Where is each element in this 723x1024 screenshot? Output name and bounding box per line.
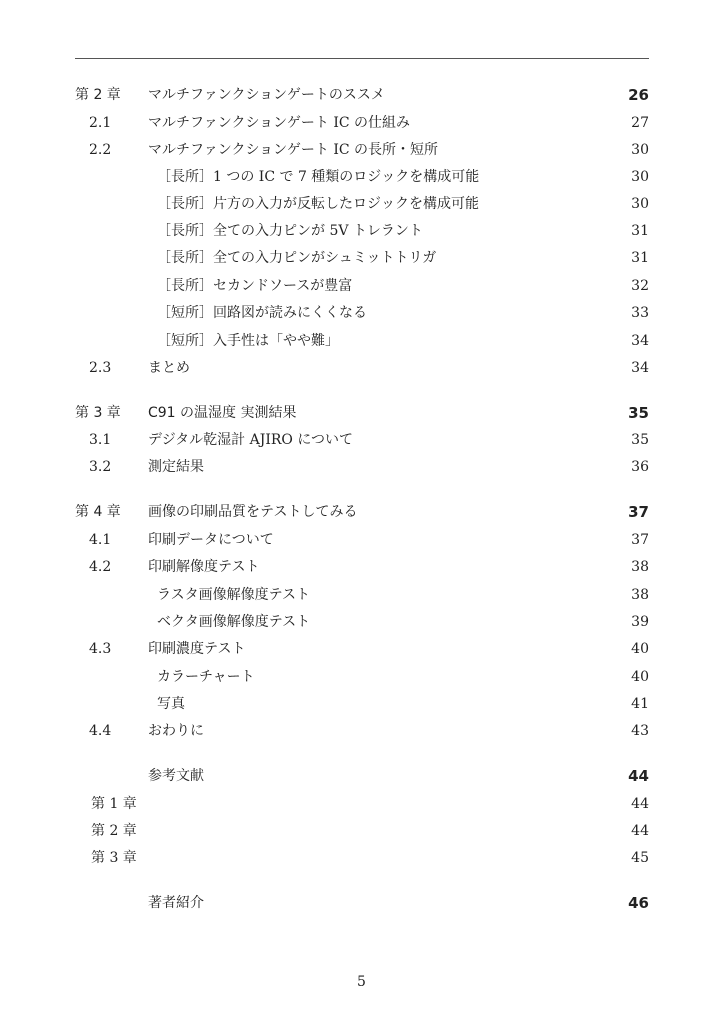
entry-page: 39 (631, 614, 649, 630)
entry-page: 43 (631, 723, 649, 739)
dot-leader (143, 820, 623, 842)
toc-entry-sub[interactable] (75, 193, 649, 215)
dot-leader (251, 638, 623, 660)
dot-leader (373, 302, 623, 324)
toc-entry-sec[interactable] (75, 429, 649, 451)
entry-title: 第 2 章 (91, 823, 137, 839)
toc-entry-ref[interactable] (75, 820, 649, 842)
toc-entry-sub[interactable] (75, 330, 649, 352)
entry-title: デジタル乾湿計 AJIRO について (148, 432, 354, 448)
entry-title: 第 1 章 (91, 796, 137, 812)
dot-leader (485, 166, 623, 188)
entry-title: 印刷濃度テスト (148, 641, 246, 657)
entry-page: 40 (631, 669, 649, 685)
toc-entry-chap[interactable] (75, 402, 649, 424)
dot-leader (416, 112, 623, 134)
entry-number: 第 4 章 (75, 504, 121, 520)
dot-leader (359, 429, 623, 451)
entry-title: 印刷解像度テスト (148, 559, 260, 575)
dot-leader (345, 330, 623, 352)
entry-number: 4.3 (89, 641, 112, 657)
dot-leader (191, 693, 623, 715)
toc-entry-chap[interactable] (75, 84, 649, 106)
dot-leader (358, 275, 623, 297)
entry-page: 44 (631, 796, 649, 812)
toc-entry-sec[interactable] (75, 556, 649, 578)
entry-page: 30 (631, 142, 649, 158)
entry-title: 測定結果 (148, 459, 204, 475)
entry-page: 30 (631, 169, 649, 185)
entry-title: ［長所］セカンドソースが豊富 (157, 278, 353, 294)
toc-entry-sub[interactable] (75, 611, 649, 633)
entry-page: 32 (631, 278, 649, 294)
entry-number: 第 2 章 (75, 87, 121, 103)
entry-title: マルチファンクションゲート IC の長所・短所 (148, 142, 439, 158)
toc-entry-sub[interactable] (75, 220, 649, 242)
toc-entry-sub[interactable] (75, 302, 649, 324)
entry-page: 45 (631, 850, 649, 866)
entry-page: 30 (631, 196, 649, 212)
entry-number: 2.1 (89, 115, 112, 131)
entry-number: 3.2 (89, 459, 112, 475)
toc-entry-chap[interactable] (75, 501, 649, 523)
toc-entry-sec[interactable] (75, 720, 649, 742)
dot-leader (265, 556, 623, 578)
dot-leader (210, 456, 623, 478)
entry-number: 3.1 (89, 432, 112, 448)
entry-page: 36 (631, 459, 649, 475)
entry-page: 31 (631, 250, 649, 266)
entry-page: 35 (628, 404, 649, 422)
entry-title: ［長所］全ての入力ピンがシュミットトリガ (157, 250, 437, 266)
page-number: 5 (357, 974, 366, 990)
toc-entry-sub[interactable] (75, 584, 649, 606)
entry-page: 37 (631, 532, 649, 548)
dot-leader (316, 611, 623, 633)
entry-page: 44 (628, 767, 649, 785)
entry-title: まとめ (148, 360, 190, 376)
toc-entry-sec[interactable] (75, 139, 649, 161)
entry-page: 27 (631, 115, 649, 131)
dot-leader (442, 247, 623, 269)
toc-entry-sec[interactable] (75, 529, 649, 551)
dot-leader (196, 357, 623, 379)
entry-title: カラーチャート (157, 669, 255, 685)
entry-page: 33 (631, 305, 649, 321)
toc-entry-sub[interactable] (75, 247, 649, 269)
entry-page: 46 (628, 894, 649, 912)
entry-page: 38 (631, 587, 649, 603)
dot-leader (143, 847, 623, 869)
entry-number: 第 3 章 (75, 405, 121, 421)
entry-title: 著者紹介 (148, 895, 204, 911)
entry-title: マルチファンクションゲート IC の仕組み (148, 115, 411, 131)
entry-title: 参考文献 (148, 768, 204, 784)
entry-page: 31 (631, 223, 649, 239)
toc-entry-sub[interactable] (75, 275, 649, 297)
header-rule (75, 58, 649, 59)
toc-entry-ref[interactable] (75, 847, 649, 869)
entry-page: 44 (631, 823, 649, 839)
dot-leader (210, 720, 623, 742)
entry-title: ［長所］全ての入力ピンが 5V トレラント (157, 223, 423, 239)
entry-title: 印刷データについて (148, 532, 274, 548)
entry-page: 40 (631, 641, 649, 657)
toc-entry-sec[interactable] (75, 357, 649, 379)
dot-leader (261, 666, 623, 688)
dot-leader (485, 193, 623, 215)
entry-title: マルチファンクションゲートのススメ (148, 87, 385, 103)
toc-entry-sub[interactable] (75, 666, 649, 688)
entry-page: 34 (631, 333, 649, 349)
toc-entry-sec[interactable] (75, 456, 649, 478)
entry-title: ［長所］片方の入力が反転したロジックを構成可能 (157, 196, 479, 212)
toc-entry-chap[interactable] (75, 765, 649, 787)
entry-title: 第 3 章 (91, 850, 137, 866)
entry-title: ベクタ画像解像度テスト (157, 614, 311, 630)
entry-page: 34 (631, 360, 649, 376)
dot-leader (143, 793, 623, 815)
entry-title: 画像の印刷品質をテストしてみる (148, 504, 358, 520)
entry-number: 4.2 (89, 559, 112, 575)
dot-leader (316, 584, 623, 606)
toc-entry-chap[interactable] (75, 892, 649, 914)
dot-leader (280, 529, 623, 551)
entry-title: ［短所］回路図が読みにくくなる (157, 305, 367, 321)
entry-page: 41 (631, 696, 649, 712)
entry-number: 2.2 (89, 142, 112, 158)
toc-entry-sub[interactable] (75, 693, 649, 715)
entry-title: C91 の温湿度 実測結果 (148, 405, 297, 421)
entry-page: 37 (628, 503, 649, 521)
toc-entry-sub[interactable] (75, 166, 649, 188)
entry-number: 4.1 (89, 532, 112, 548)
entry-page: 26 (628, 86, 649, 104)
entry-title: ［短所］入手性は「やや難」 (157, 333, 339, 349)
entry-title: ［長所］1 つの IC で 7 種類のロジックを構成可能 (157, 169, 480, 185)
entry-page: 35 (631, 432, 649, 448)
entry-number: 4.4 (89, 723, 112, 739)
toc-entry-sec[interactable] (75, 112, 649, 134)
entry-title: 写真 (157, 696, 185, 712)
entry-title: おわりに (148, 723, 204, 739)
toc-entry-ref[interactable] (75, 793, 649, 815)
dot-leader (429, 220, 623, 242)
dot-leader (444, 139, 623, 161)
toc-entry-sec[interactable] (75, 638, 649, 660)
entry-title: ラスタ画像解像度テスト (157, 587, 311, 603)
entry-page: 38 (631, 559, 649, 575)
entry-number: 2.3 (89, 360, 112, 376)
